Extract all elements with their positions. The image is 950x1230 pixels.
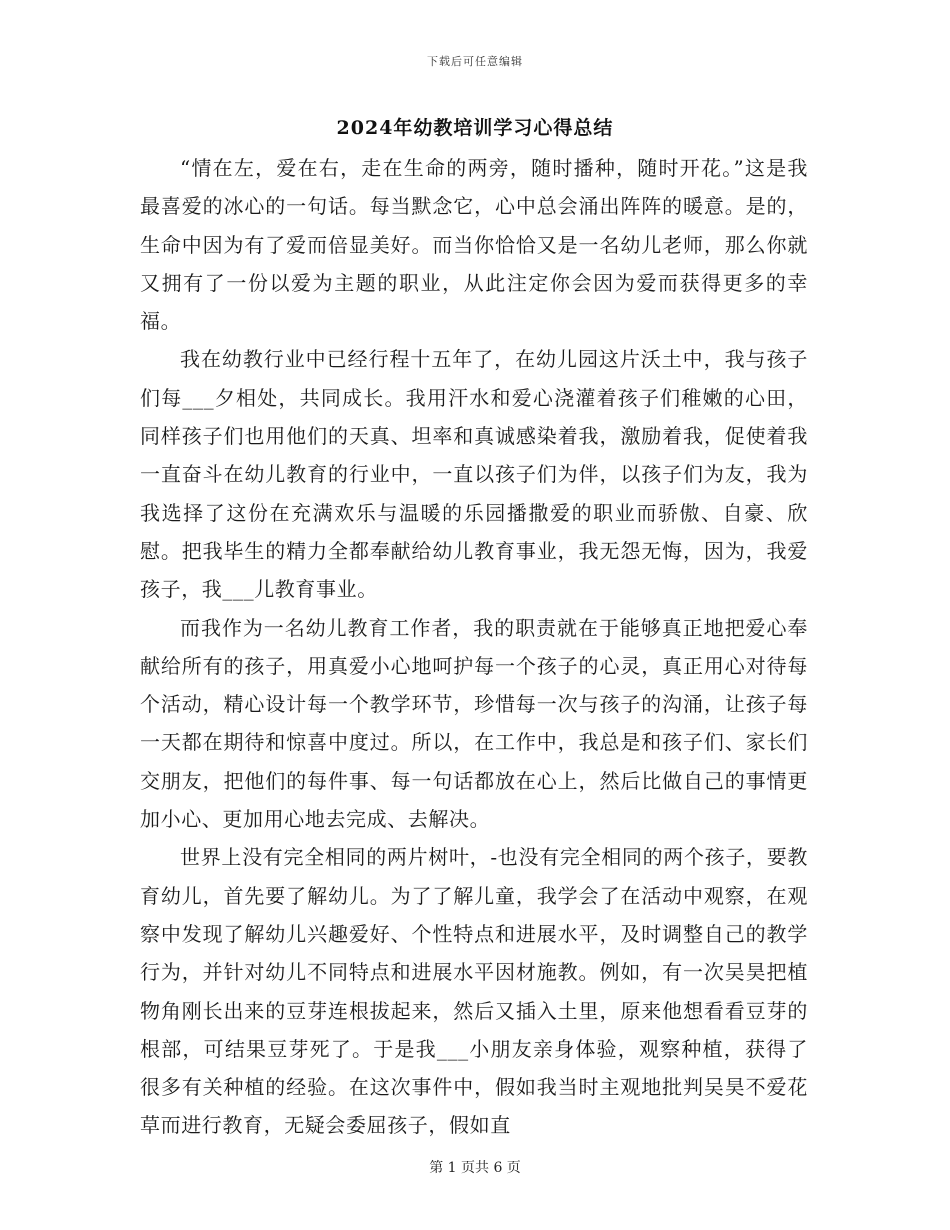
paragraph-2: 我在幼教行业中已经行程十五年了，在幼儿园这片沃土中，我与孩子们每___夕相处，共同成长。我用汗水和爱心浇灌着孩子们稚嫩的心田，同样孩子们也用他们的天真、坦率和真诚感染着我，激励着我，促使着我一直奋斗在幼儿教育的行业中，一直以孩子们为伴，以孩子们为友，我为我选择了这份在充满欢乐与温暖的乐园播撒爱的职业而骄傲、自豪、欣慰。把我毕生的精力全都奉献给幼儿教育事业，我无怨无悔，因为，我爱孩子，我___儿教育事业。 xyxy=(140,347,808,602)
document-body xyxy=(140,149,808,1145)
paragraph-4: 世界上没有完全相同的两片树叶，-也没有完全相同的两个孩子，要教育幼儿，首先要了解幼儿。为了了解儿童，我学会了在活动中观察，在观察中发现了解幼儿兴趣爱好、个性特点和进展水平，及时调整自己的教学行为，并针对幼儿不同特点和进展水平因材施教。例如，有一次吴昊把植物角刚长出来的豆芽连根拔起来，然后又插入土里，原来他想看看豆芽的根部，可结果豆芽死了。于是我___小朋友亲身体验，观察种植，获得了很多有关种植的经验。在这次事件中，假如我当时主观地批判吴昊不爱花草而进行教育，无疑会委屈孩子，假如直 xyxy=(140,845,808,1138)
paragraph-3: 而我作为一名幼儿教育工作者，我的职责就在于能够真正地把爱心奉献给所有的孩子，用真爱小心地呵护每一个孩子的心灵，真正用心对待每个活动，精心设计每一个教学环节，珍惜每一次与孩子的沟涌，让孩子每一天都在期待和惊喜中度过。所以，在工作中，我总是和孩子们、家长们交朋友，把他们的每件事、每一句话都放在心上，然后比做自己的事情更加小心、更加用心地去完成、去解决。 xyxy=(140,615,808,832)
page-footer: 第 1 页共 6 页 xyxy=(429,1160,521,1176)
paragraph-1: “情在左，爱在右，走在生命的两旁，随时播种，随时开花。”这是我最喜爱的冰心的一句话。每当默念它，心中总会涌出阵阵的暖意。是的，生命中因为有了爱而倍显美好。而当你恰恰又是一名幼儿老师，那么你就又拥有了一份以爱为主题的职业，从此注定你会因为爱而获得更多的幸福。 xyxy=(140,156,808,334)
page-header-note: 下载后可任意编辑 xyxy=(427,55,523,68)
document-title: 2024年幼教培训学习心得总结 xyxy=(336,117,614,139)
